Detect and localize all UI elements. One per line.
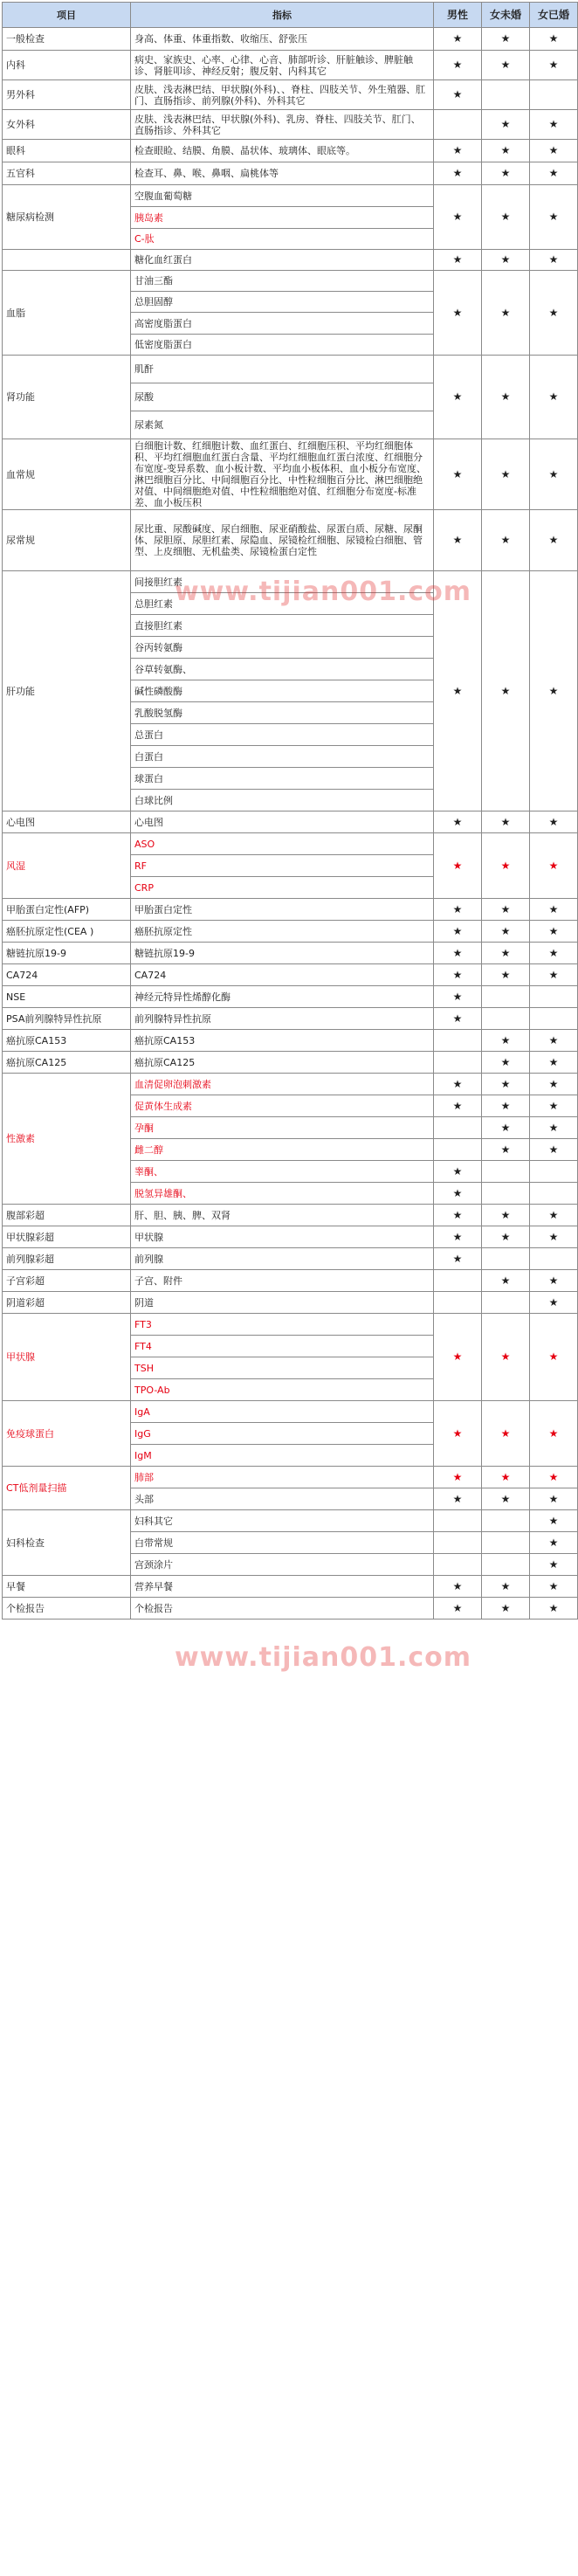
project-cell: 血脂 [3,271,131,356]
indicator-cell: 脱氢异雄酮、 [131,1183,434,1205]
mark-female-married: ★ [530,1030,578,1052]
mark-female-unmarried [482,80,530,110]
indicator-cell: 神经元特异性烯醇化酶 [131,986,434,1008]
indicator-cell: 胰岛素 [131,207,434,229]
project-cell: 癌抗原CA153 [3,1030,131,1052]
header-indicator: 指标 [131,3,434,28]
mark-male [434,110,482,140]
indicator-cell: 白细胞计数、红细胞计数、血红蛋白、红细胞压积、平均红细胞体积、平均红细胞血红蛋白含量、平均红细胞血红蛋白浓度、红细胞分布宽度-变异系数、血小板计数、平均血小板体积、血小板分布宽度、淋巴细胞百分比、中间细胞百分比、中性粒细胞百分比、淋巴细胞绝对值、中间细胞绝对值、中性粒细胞绝对值、红细胞分布宽度-标准差、血小板压积 [131,439,434,510]
mark-male: ★ [434,185,482,250]
table-body [3,28,578,1619]
indicator-cell: 高密度脂蛋白 [131,313,434,335]
mark-female-married: ★ [530,1139,578,1161]
mark-female-married: ★ [530,964,578,986]
mark-male: ★ [434,140,482,162]
mark-male [434,1554,482,1576]
mark-male: ★ [434,943,482,964]
mark-male: ★ [434,1401,482,1467]
mark-female-married: ★ [530,1205,578,1226]
project-cell: 女外科 [3,110,131,140]
indicator-cell: 癌抗原CA153 [131,1030,434,1052]
mark-female-unmarried: ★ [482,140,530,162]
indicator-cell: 总蛋白 [131,724,434,746]
table-row [3,1576,578,1598]
mark-male: ★ [434,439,482,510]
mark-male: ★ [434,28,482,51]
mark-male: ★ [434,51,482,80]
indicator-cell: 尿酸 [131,383,434,411]
mark-female-married: ★ [530,51,578,80]
header-male: 男性 [434,3,482,28]
indicator-cell: 促黄体生成素 [131,1095,434,1117]
mark-male [434,1532,482,1554]
project-cell: 个检报告 [3,1598,131,1619]
mark-female-unmarried: ★ [482,110,530,140]
indicator-cell: C-肽 [131,229,434,250]
mark-male: ★ [434,1161,482,1183]
mark-female-married: ★ [530,811,578,833]
mark-male: ★ [434,1074,482,1095]
mark-female-unmarried: ★ [482,1226,530,1248]
indicator-cell: 肌酐 [131,356,434,383]
table-row [3,110,578,140]
mark-female-unmarried: ★ [482,356,530,439]
table-row [3,271,578,292]
indicator-cell: 雌二醇 [131,1139,434,1161]
exam-package-table [2,2,578,1619]
indicator-cell: 白蛋白 [131,746,434,768]
mark-female-unmarried [482,1248,530,1270]
project-cell: 早餐 [3,1576,131,1598]
indicator-cell: IgG [131,1423,434,1445]
mark-female-unmarried [482,1183,530,1205]
indicator-cell: 总胆固醇 [131,292,434,313]
mark-female-married: ★ [530,571,578,811]
mark-female-married: ★ [530,1576,578,1598]
indicator-cell: 检查耳、鼻、喉、鼻咽、扁桃体等 [131,162,434,185]
mark-female-unmarried [482,986,530,1008]
indicator-cell: 前列腺特异性抗原 [131,1008,434,1030]
mark-male: ★ [434,899,482,921]
mark-female-married [530,986,578,1008]
mark-female-married: ★ [530,185,578,250]
table-row [3,510,578,571]
project-cell: 内科 [3,51,131,80]
project-cell: 眼科 [3,140,131,162]
mark-male: ★ [434,833,482,899]
mark-female-unmarried [482,1510,530,1532]
mark-female-unmarried [482,1008,530,1030]
indicator-cell: 皮肤、浅表淋巴结、甲状腺(外科)、乳房、脊柱、四肢关节、肛门、直肠指诊、外科其它 [131,110,434,140]
mark-female-unmarried: ★ [482,833,530,899]
indicator-cell: 子宫、附件 [131,1270,434,1292]
table-row [3,921,578,943]
mark-male: ★ [434,921,482,943]
indicator-cell: 阴道 [131,1292,434,1314]
project-cell: CT低剂量扫描 [3,1467,131,1510]
project-cell: 血常规 [3,439,131,510]
indicator-cell: 甘油三酯 [131,271,434,292]
indicator-cell: 癌抗原CA125 [131,1052,434,1074]
table-row [3,1008,578,1030]
mark-female-unmarried: ★ [482,1488,530,1510]
mark-female-unmarried [482,1161,530,1183]
table-row [3,51,578,80]
mark-female-unmarried [482,1292,530,1314]
mark-female-married: ★ [530,1117,578,1139]
mark-female-married: ★ [530,510,578,571]
mark-female-unmarried: ★ [482,250,530,271]
indicator-cell: 白带常规 [131,1532,434,1554]
mark-female-unmarried: ★ [482,964,530,986]
table-row [3,1401,578,1423]
indicator-cell: 间接胆红素 [131,571,434,593]
mark-female-unmarried: ★ [482,921,530,943]
table-header-row [3,3,578,28]
indicator-cell: 心电图 [131,811,434,833]
indicator-cell: CA724 [131,964,434,986]
mark-female-unmarried: ★ [482,571,530,811]
project-cell: NSE [3,986,131,1008]
mark-male: ★ [434,811,482,833]
project-cell: PSA前列腺特异性抗原 [3,1008,131,1030]
mark-female-married [530,80,578,110]
mark-female-married: ★ [530,162,578,185]
table-row [3,964,578,986]
mark-female-married: ★ [530,439,578,510]
table-row [3,986,578,1008]
mark-male: ★ [434,162,482,185]
mark-male: ★ [434,1008,482,1030]
table-row [3,356,578,383]
mark-female-unmarried: ★ [482,1205,530,1226]
mark-male: ★ [434,1598,482,1619]
mark-female-married: ★ [530,1074,578,1095]
mark-female-married [530,1161,578,1183]
project-cell: 癌胚抗原定性(CEA ) [3,921,131,943]
table-row [3,1030,578,1052]
mark-female-unmarried: ★ [482,510,530,571]
project-cell: 性激素 [3,1074,131,1205]
project-cell: 肝功能 [3,571,131,811]
project-cell: 子宫彩超 [3,1270,131,1292]
mark-female-married: ★ [530,921,578,943]
indicator-cell: 直接胆红素 [131,615,434,637]
header-female-married: 女已婚 [530,3,578,28]
mark-female-unmarried: ★ [482,1467,530,1488]
indicator-cell: 球蛋白 [131,768,434,790]
mark-female-unmarried: ★ [482,1270,530,1292]
project-cell: 风湿 [3,833,131,899]
mark-female-married: ★ [530,1510,578,1532]
header-female-unmarried: 女未婚 [482,3,530,28]
indicator-cell: 病史、家族史、心率、心律、心音、肺部听诊、肝脏触诊、脾脏触诊、肾脏叩诊、神经反射；腹反射、内科其它 [131,51,434,80]
indicator-cell: RF [131,855,434,877]
mark-female-unmarried: ★ [482,51,530,80]
mark-female-unmarried: ★ [482,1030,530,1052]
table-row [3,1292,578,1314]
mark-male [434,1139,482,1161]
project-cell: 甲状腺 [3,1314,131,1401]
indicator-cell: 白球比例 [131,790,434,811]
project-cell [3,250,131,271]
mark-female-married: ★ [530,1401,578,1467]
project-cell: 免疫球蛋白 [3,1401,131,1467]
mark-male [434,1030,482,1052]
project-cell: 心电图 [3,811,131,833]
mark-male: ★ [434,1467,482,1488]
indicator-cell: 肺部 [131,1467,434,1488]
mark-female-married: ★ [530,271,578,356]
mark-male [434,1270,482,1292]
mark-female-unmarried: ★ [482,162,530,185]
mark-female-unmarried: ★ [482,185,530,250]
mark-female-unmarried: ★ [482,28,530,51]
indicator-cell: 检查眼睑、结膜、角膜、晶状体、玻璃体、眼底等。 [131,140,434,162]
table-row [3,185,578,207]
mark-male: ★ [434,1183,482,1205]
table-row [3,1226,578,1248]
mark-female-married: ★ [530,1598,578,1619]
table-row [3,28,578,51]
project-cell: 妇科检查 [3,1510,131,1576]
table-row [3,250,578,271]
indicator-cell: 妇科其它 [131,1510,434,1532]
mark-female-married: ★ [530,833,578,899]
mark-male: ★ [434,1095,482,1117]
indicator-cell: 癌胚抗原定性 [131,921,434,943]
project-cell: 五官科 [3,162,131,185]
mark-female-married: ★ [530,140,578,162]
table-row [3,1052,578,1074]
indicator-cell: TSH [131,1357,434,1379]
table-row [3,140,578,162]
mark-female-married [530,1248,578,1270]
indicator-cell: 空腹血葡萄糖 [131,185,434,207]
mark-female-unmarried: ★ [482,1095,530,1117]
table-row [3,833,578,855]
project-cell: 腹部彩超 [3,1205,131,1226]
table-row [3,1467,578,1488]
watermark: www.tijian001.com [174,577,472,607]
table-row [3,1248,578,1270]
mark-female-married: ★ [530,250,578,271]
project-cell: 糖尿病检测 [3,185,131,250]
mark-male: ★ [434,1576,482,1598]
indicator-cell: 宫颈涂片 [131,1554,434,1576]
project-cell: CA724 [3,964,131,986]
mark-female-unmarried: ★ [482,1074,530,1095]
indicator-cell: 乳酸脱氢酶 [131,702,434,724]
indicator-cell: IgA [131,1401,434,1423]
mark-male: ★ [434,1248,482,1270]
mark-male: ★ [434,1314,482,1401]
project-cell: 阴道彩超 [3,1292,131,1314]
indicator-cell: 总胆红素 [131,593,434,615]
indicator-cell: 尿素氮 [131,411,434,439]
mark-female-married: ★ [530,1488,578,1510]
table-row [3,162,578,185]
mark-female-married: ★ [530,1226,578,1248]
header-project: 项目 [3,3,131,28]
table-row [3,943,578,964]
mark-male: ★ [434,571,482,811]
table-row [3,1598,578,1619]
mark-female-married: ★ [530,1095,578,1117]
mark-male: ★ [434,80,482,110]
mark-female-unmarried: ★ [482,899,530,921]
table-row [3,439,578,510]
project-cell: 前列腺彩超 [3,1248,131,1270]
mark-male [434,1052,482,1074]
mark-male: ★ [434,250,482,271]
mark-female-married: ★ [530,110,578,140]
mark-female-married: ★ [530,943,578,964]
indicator-cell: 肝、胆、胰、脾、双肾 [131,1205,434,1226]
indicator-cell: 碱性磷酸酶 [131,680,434,702]
mark-female-married: ★ [530,356,578,439]
indicator-cell: ASO [131,833,434,855]
mark-female-married: ★ [530,1467,578,1488]
project-cell: 一般检查 [3,28,131,51]
mark-male [434,1510,482,1532]
indicator-cell: 孕酮 [131,1117,434,1139]
mark-female-married: ★ [530,1052,578,1074]
table-row [3,80,578,110]
mark-female-married: ★ [530,28,578,51]
indicator-cell: 头部 [131,1488,434,1510]
project-cell: 尿常规 [3,510,131,571]
table-row [3,1314,578,1336]
indicator-cell: 糖化血红蛋白 [131,250,434,271]
mark-female-married: ★ [530,899,578,921]
project-cell: 糖链抗原19-9 [3,943,131,964]
mark-male: ★ [434,1226,482,1248]
table-row [3,1270,578,1292]
project-cell: 男外科 [3,80,131,110]
table-row [3,1205,578,1226]
indicator-cell: 营养早餐 [131,1576,434,1598]
project-cell: 癌抗原CA125 [3,1052,131,1074]
indicator-cell: 身高、体重、体重指数、收缩压、舒张压 [131,28,434,51]
mark-female-unmarried: ★ [482,1139,530,1161]
table-row [3,899,578,921]
mark-female-married [530,1008,578,1030]
mark-female-married: ★ [530,1532,578,1554]
mark-female-unmarried: ★ [482,1052,530,1074]
mark-male: ★ [434,964,482,986]
mark-female-married: ★ [530,1554,578,1576]
indicator-cell: 尿比重、尿酸碱度、尿白细胞、尿亚硝酸盐、尿蛋白质、尿糖、尿酮体、尿胆原、尿胆红素、尿隐血、尿镜检红细胞、尿镜检白细胞、管型、上皮细胞、无机盐类、尿镜检蛋白定性 [131,510,434,571]
mark-male: ★ [434,356,482,439]
mark-female-unmarried: ★ [482,943,530,964]
indicator-cell: FT3 [131,1314,434,1336]
indicator-cell: 前列腺 [131,1248,434,1270]
mark-female-unmarried: ★ [482,1314,530,1401]
mark-female-unmarried: ★ [482,439,530,510]
mark-female-unmarried: ★ [482,271,530,356]
mark-female-married: ★ [530,1292,578,1314]
mark-male [434,1292,482,1314]
mark-female-married: ★ [530,1270,578,1292]
mark-male: ★ [434,510,482,571]
indicator-cell: 甲胎蛋白定性 [131,899,434,921]
table-row [3,1074,578,1095]
table-row [3,571,578,593]
mark-female-unmarried [482,1554,530,1576]
indicator-cell: 甲状腺 [131,1226,434,1248]
mark-male: ★ [434,1488,482,1510]
indicator-cell: TPO-Ab [131,1379,434,1401]
mark-female-unmarried: ★ [482,1576,530,1598]
indicator-cell: 糖链抗原19-9 [131,943,434,964]
indicator-cell: CRP [131,877,434,899]
table-row [3,811,578,833]
mark-male: ★ [434,271,482,356]
project-cell: 甲胎蛋白定性(AFP) [3,899,131,921]
indicator-cell: 皮肤、浅表淋巴结、甲状腺(外科)、、脊柱、四肢关节、外生殖器、肛门、直肠指诊、前列腺(外科)、外科其它 [131,80,434,110]
indicator-cell: 个检报告 [131,1598,434,1619]
project-cell: 甲状腺彩超 [3,1226,131,1248]
mark-female-unmarried: ★ [482,1598,530,1619]
indicator-cell: 低密度脂蛋白 [131,335,434,356]
project-cell: 肾功能 [3,356,131,439]
mark-female-unmarried [482,1532,530,1554]
table-row [3,1510,578,1532]
indicator-cell: 谷丙转氨酶 [131,637,434,659]
mark-male [434,1117,482,1139]
mark-female-married: ★ [530,1314,578,1401]
mark-male: ★ [434,1205,482,1226]
indicator-cell: FT4 [131,1336,434,1357]
mark-female-unmarried: ★ [482,811,530,833]
mark-female-unmarried: ★ [482,1401,530,1467]
indicator-cell: 血清促卵泡刺激素 [131,1074,434,1095]
indicator-cell: 睾酮、 [131,1161,434,1183]
mark-male: ★ [434,986,482,1008]
mark-female-unmarried: ★ [482,1117,530,1139]
indicator-cell: IgM [131,1445,434,1467]
mark-female-married [530,1183,578,1205]
indicator-cell: 谷草转氨酶、 [131,659,434,680]
watermark: www.tijian001.com [174,1642,472,1673]
